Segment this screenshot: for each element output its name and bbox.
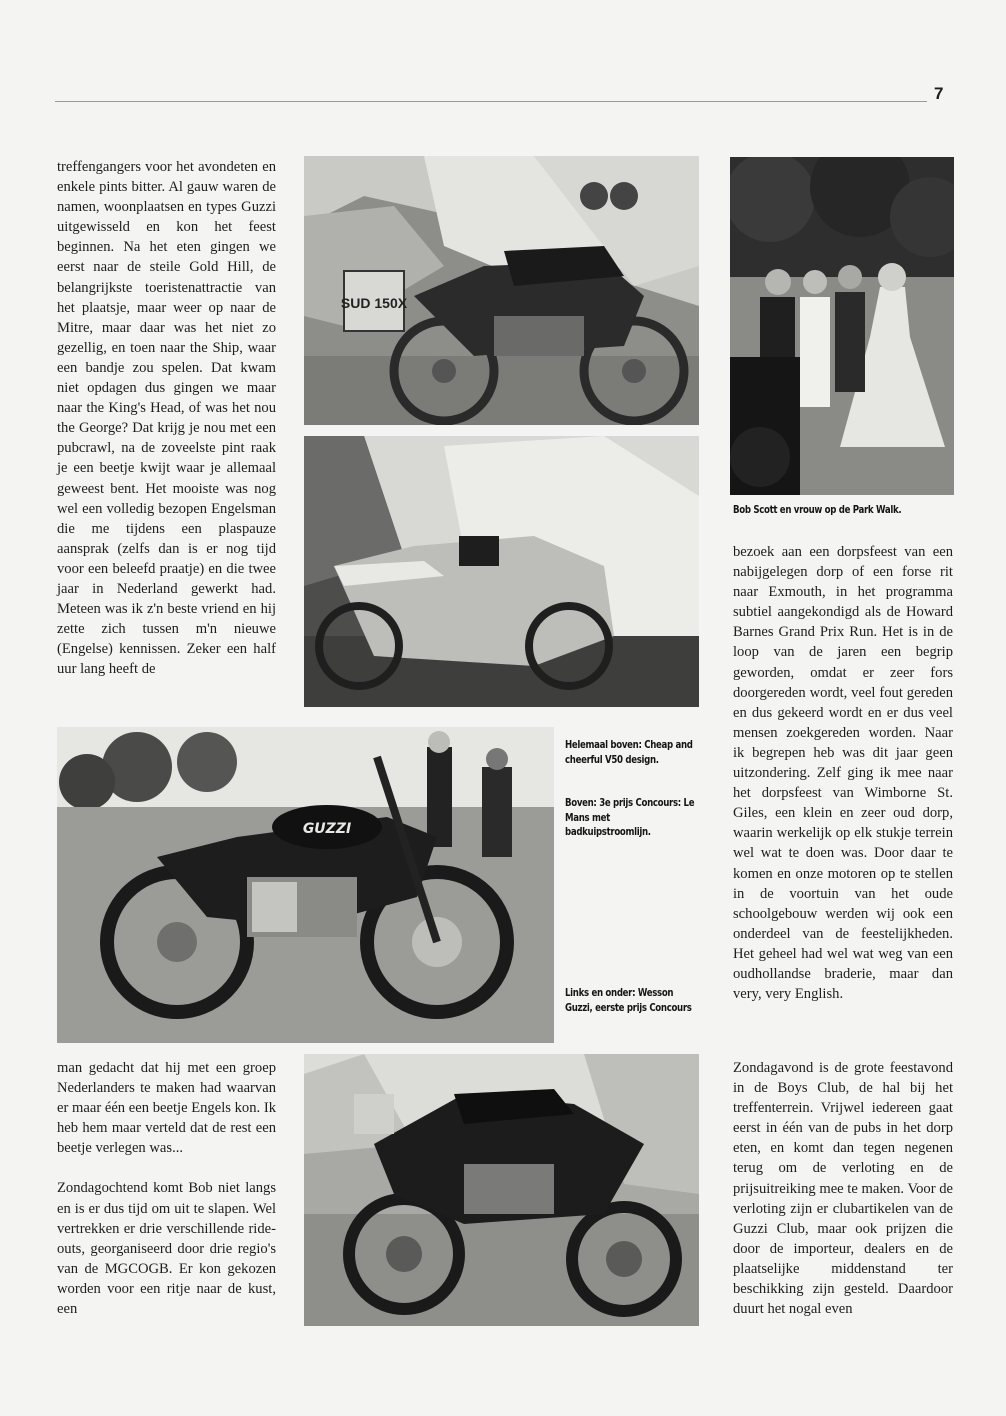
photo-wesson-guzzi [57,727,554,1043]
license-plate-text: SUD 150X [340,295,408,311]
paragraph: Zondagavond is de grote feestavond in de Boys Club, de hal bij het treffenterrein. Vrijwel iedereen gaat eerst in één van de pubs in het dorp eten, en komt dan tegen negenen terug om de verloting en de prijsuitreiking mee te maken. Voor de verloting zijn er clubartikelen van de Guzzi Club, maar ook prijzen die door de importeur, dealers en de plaatselijke middenstand ter beschikking zijn gesteld. Daardoor duurt het nogal even [733,1060,953,1318]
photo-caption-people: Bob Scott en vrouw op de Park Walk. [733,504,902,516]
paragraph: Zondagochtend komt Bob niet langs en is er dus tijd om uit te slapen. Wel vertrekken er drie verschillende ride-outs, georganiseerd door drie regio's van de MGCOGB. Er kon gekozen worden voor een ritje naar de kust, een [57,1180,276,1318]
photo-caption-middle: Boven: 3e prijs Concours: Le Mans met badkuipstroomlijn. [565,797,695,838]
article-column-left-top [57,157,276,679]
article-column-right-top [733,542,953,1004]
photo-caption-top: Helemaal boven: Cheap and cheerful V50 design. [565,739,693,766]
photo-le-mans-fairing [304,436,699,707]
paragraph: bezoek aan een dorpsfeest van een nabijgelegen dorp of een forse rit naar Exmouth, in het programma subtiel aangekondigd als de Howard Barnes Grand Prix Run. Het is in de loop van de jaren een begrip geworden, omdat er zeer fors doorgereden wordt, veel fout gereden en dus gekeerd wordt en er dus veel mensen zoekgereden worden. Naar ik begrepen heb was dit jaar geen uitzondering. Zelf ging ik mee naar het dorpsfeest van Wimborne St. Giles, een klein en zeer oud dorp, waarin werkelijk op elk stukje terrein wel wat te doen was. Door daar te komen en onze motoren op te stellen in de voortuin van het oude schoolgebouw werden wij ook een onderdeel van de feestelijkheden. Het geheel had wel wat weg van een oudhollandse braderie, maar dan very, very English. [733,544,953,1003]
article-column-right-bottom [733,1058,953,1319]
paragraph: treffengangers voor het avondeten en enkele pints bitter. Al gauw waren de namen, woonplaatsen en types Guzzi uitgewisseld en kon het feest beginnen. Na het eten gingen we eerst naar de steile Gold Hill, de belangrijkste toeristenattractie van het plaatsje, maar weer op naar de Mitre, maar daar was het niet zo gezellig, en toen naar the Ship, waar een bandje zou spelen. Dat kwam niet opdagen dus gingen we maar naar the King's Head, of was het nou the George? Dat krijg je nou met een pubcrawl, na de zoveelste pint raak je een beetje kwijt waar je allemaal geweest bent. Het mooiste was nog wel een volledig bezopen Engelsman die me tijdens een plaspauze aansprak (zelfs dan is er nog tijd voor een beleefd praatje) en die twee jaar in Nederland gewerkt had. Meteen was ik z'n beste vriend en hij zette zich tussen m'n nieuwe (Engelse) kennissen. Zeker een half uur lang heeft de [57,159,276,678]
photo-bob-scott-and-wife [730,157,954,495]
article-column-left-bottom [57,1058,276,1319]
photo-caption-bottom: Links en onder: Wesson Guzzi, eerste prijs Concours [565,987,692,1014]
header-rule [55,101,927,102]
photo-wesson-guzzi-campsite [304,1054,699,1326]
paragraph: man gedacht dat hij met een groep Nederlanders te maken had waarvan er maar één een beetje Engels kon. Ik heb hem maar verteld dat de rest een beetje verlegen was... [57,1060,276,1157]
page-number: 7 [934,84,944,103]
tank-logo-text: GUZZI [302,821,352,837]
photo-v50-motorcycle [304,156,699,425]
